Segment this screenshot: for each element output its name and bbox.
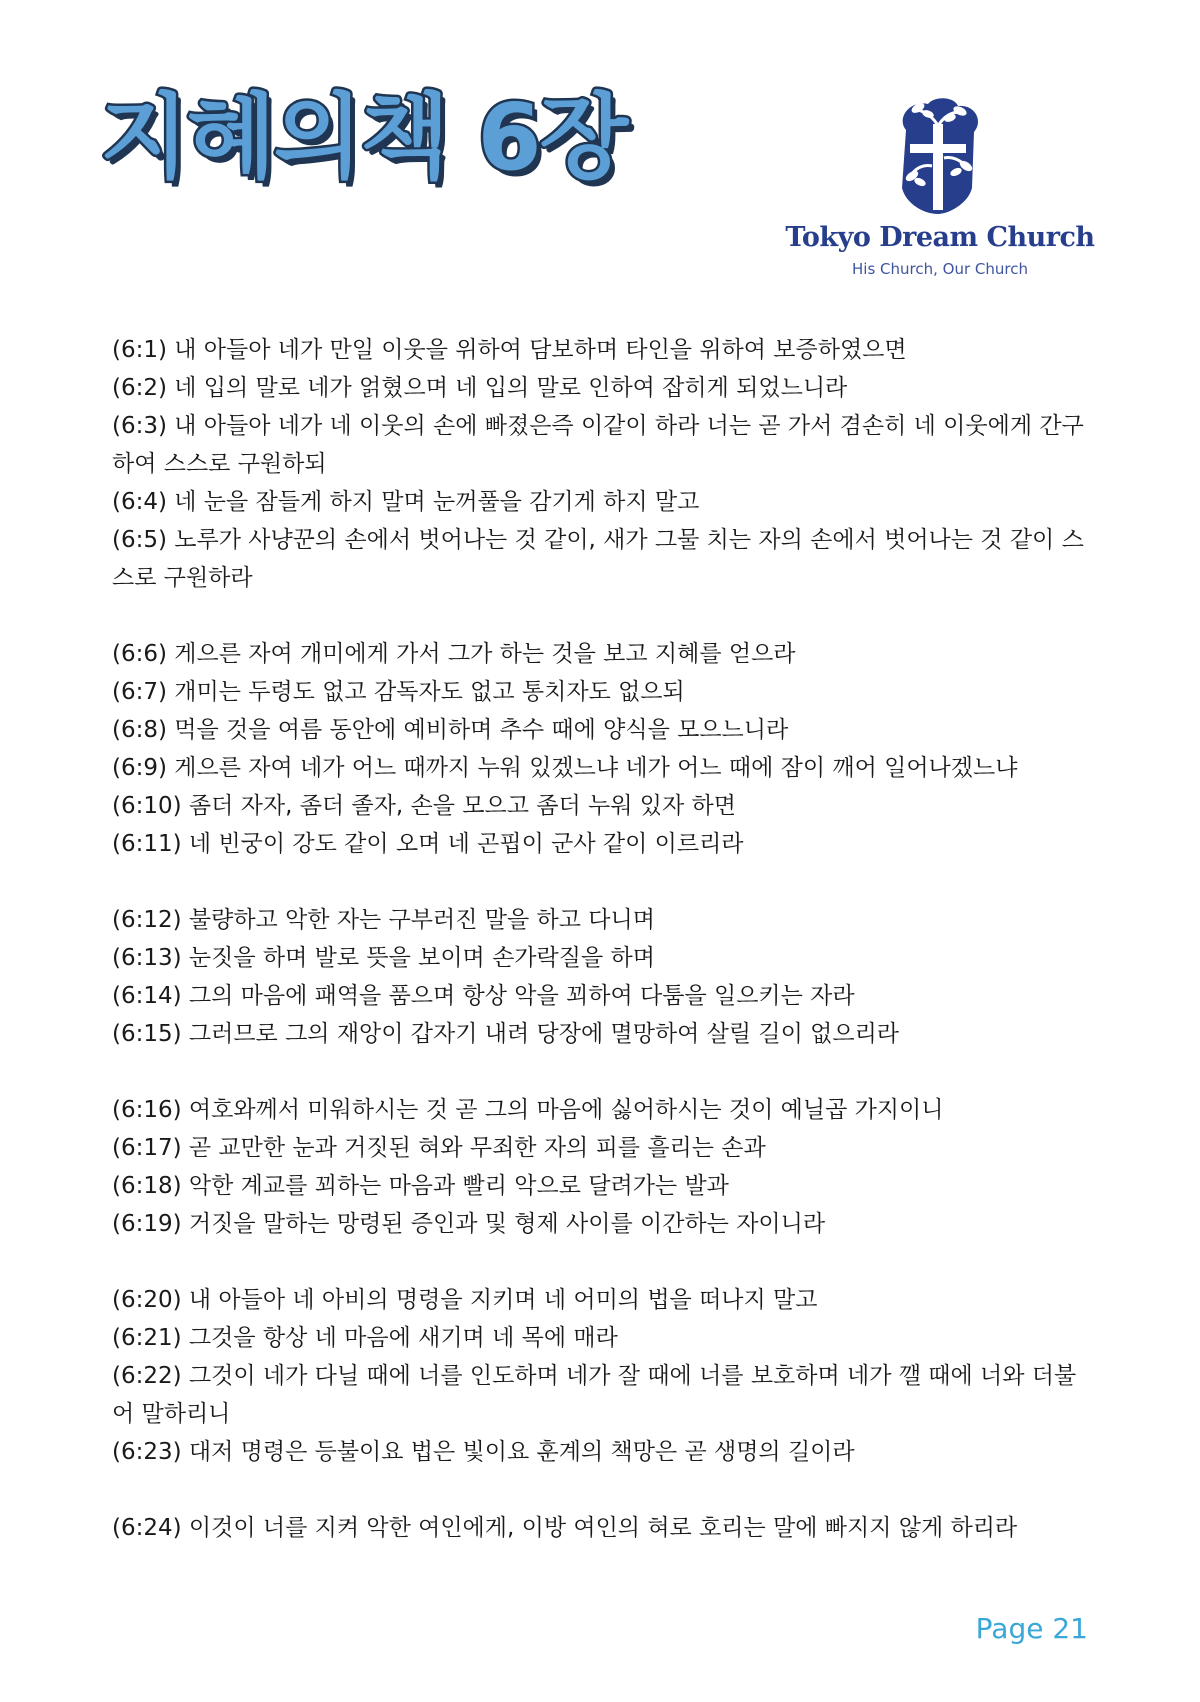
- verse-6-17: (6:17) 곧 교만한 눈과 거짓된 혀와 무죄한 자의 피를 흘리는 손과: [112, 1135, 766, 1161]
- verse-6-5: (6:5) 노루가 사냥꾼의 손에서 벗어나는 것 같이, 새가 그물 치는 자의 손에서 벗어나는 것 같이 스스로 구원하라: [112, 527, 1084, 591]
- verse-6-1: (6:1) 내 아들아 네가 만일 이웃을 위하여 담보하며 타인을 위하여 보증하였으면: [112, 337, 907, 363]
- church-tagline: His Church, Our Church: [852, 260, 1028, 278]
- verse-6-13: (6:13) 눈짓을 하며 발로 뜻을 보이며 손가락질을 하며: [112, 945, 655, 971]
- verse-6-19: (6:19) 거짓을 말하는 망령된 증인과 및 형제 사이를 이간하는 자이니라: [112, 1211, 826, 1237]
- verse-6-12: (6:12) 불량하고 악한 자는 구부러진 말을 하고 다니며: [112, 907, 655, 933]
- cross-tree-icon: [888, 96, 988, 214]
- verse-6-2: (6:2) 네 입의 말로 네가 얽혔으며 네 입의 말로 인하여 잡히게 되었느니라: [112, 375, 848, 401]
- verse-6-10: (6:10) 좀더 자자, 좀더 졸자, 손을 모으고 좀더 누워 있자 하면: [112, 793, 736, 819]
- verse-6-24: (6:24) 이것이 너를 지켜 악한 여인에게, 이방 여인의 혀로 호리는 말에 빠지지 않게 하리라: [112, 1515, 1018, 1541]
- verse-6-18: (6:18) 악한 계교를 꾀하는 마음과 빨리 악으로 달려가는 발과: [112, 1173, 729, 1199]
- verse-6-16: (6:16) 여호와께서 미워하시는 것 곧 그의 마음에 싫어하시는 것이 예닐곱 가지이니: [112, 1097, 944, 1123]
- verse-list: [112, 331, 1092, 1547]
- page-number: Page 21: [975, 1612, 1088, 1645]
- paragraph-gap: [112, 1243, 1092, 1281]
- church-name: Tokyo Dream Church: [785, 222, 1095, 253]
- verse-6-7: (6:7) 개미는 두령도 없고 감독자도 없고 통치자도 없으되: [112, 679, 685, 705]
- verse-6-20: (6:20) 내 아들아 네 아비의 명령을 지키며 네 어미의 법을 떠나지 말고: [112, 1287, 818, 1313]
- church-logo: [780, 96, 1100, 296]
- verse-6-14: (6:14) 그의 마음에 패역을 품으며 항상 악을 꾀하여 다툼을 일으키는 자라: [112, 983, 855, 1009]
- paragraph-gap: [112, 863, 1092, 901]
- paragraph-gap: [112, 1471, 1092, 1509]
- verse-6-4: (6:4) 네 눈을 잠들게 하지 말며 눈꺼풀을 감기게 하지 말고: [112, 489, 700, 515]
- verse-6-22: (6:22) 그것이 네가 다닐 때에 너를 인도하며 네가 잘 때에 너를 보호하며 네가 깰 때에 너와 더불어 말하리니: [112, 1363, 1077, 1427]
- verse-6-9: (6:9) 게으른 자여 네가 어느 때까지 누워 있겠느냐 네가 어느 때에 잠이 깨어 일어나겠느냐: [112, 755, 1018, 781]
- verse-6-3: (6:3) 내 아들아 네가 네 이웃의 손에 빠졌은즉 이같이 하라 너는 곧 가서 겸손히 네 이웃에게 간구하여 스스로 구원하되: [112, 413, 1084, 477]
- paragraph-gap: [112, 597, 1092, 635]
- verse-6-23: (6:23) 대저 명령은 등불이요 법은 빛이요 훈계의 책망은 곧 생명의 길이라: [112, 1439, 855, 1465]
- verse-6-6: (6:6) 게으른 자여 개미에게 가서 그가 하는 것을 보고 지혜를 얻으라: [112, 641, 796, 667]
- verse-6-8: (6:8) 먹을 것을 여름 동안에 예비하며 추수 때에 양식을 모으느니라: [112, 717, 789, 743]
- verse-6-15: (6:15) 그러므로 그의 재앙이 갑자기 내려 당장에 멸망하여 살릴 길이 없으리라: [112, 1021, 900, 1047]
- paragraph-gap: [112, 1053, 1092, 1091]
- page-title: 지혜의책 6장: [100, 84, 627, 191]
- verse-6-11: (6:11) 네 빈궁이 강도 같이 오며 네 곤핍이 군사 같이 이르리라: [112, 831, 744, 857]
- verse-6-21: (6:21) 그것을 항상 네 마음에 새기며 네 목에 매라: [112, 1325, 618, 1351]
